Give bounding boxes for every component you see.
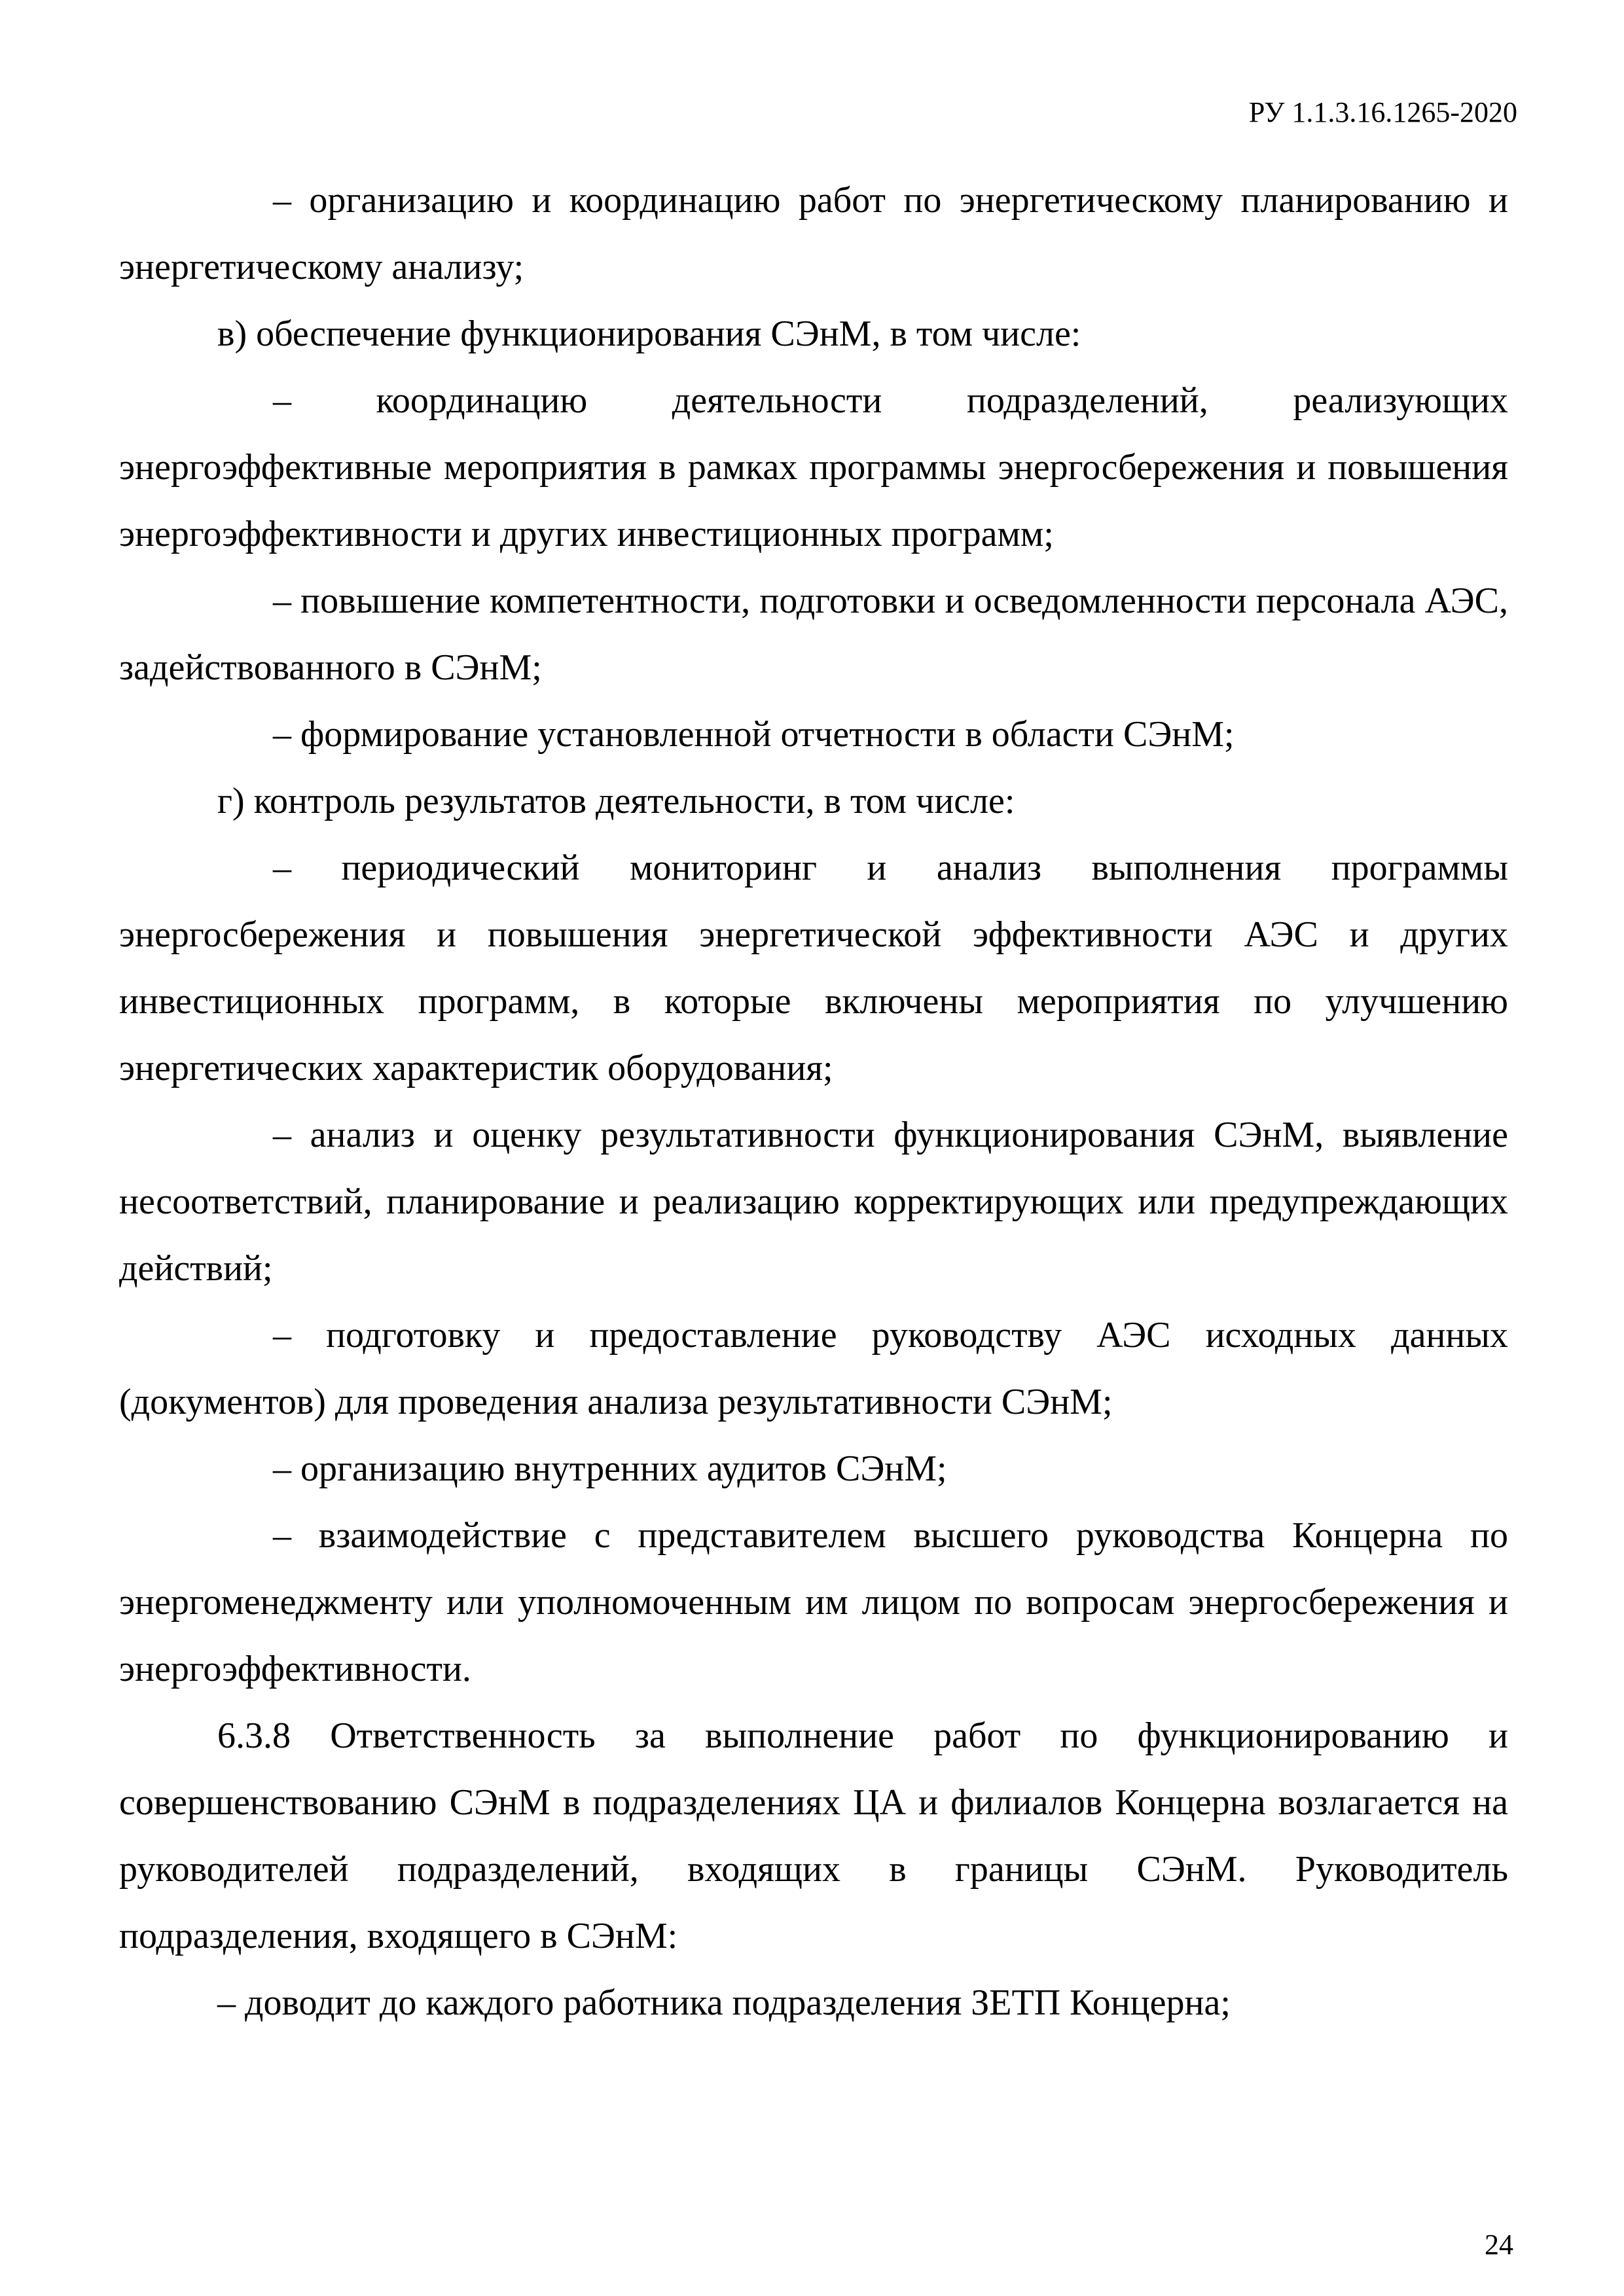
list-item-v: в) обеспечение функционирования СЭнМ, в том числе: (217, 314, 1081, 354)
paragraph: – подготовку и предоставление руководству АЭС исходных данных (документов) для проведения анализа результативности СЭнМ; (119, 1315, 1508, 1422)
paragraph: – доводит до каждого работника подразделения ЗЕТП Концерна; (217, 1982, 1231, 2023)
paragraph: – координацию деятельности подразделений, реализующих энергоэффективные мероприятия в рамках программы энергосбережения и повышения энергоэффективности и других инвестиционных программ; (119, 380, 1508, 554)
list-item-g: г) контроль результатов деятельности, в том числе: (217, 781, 1015, 821)
paragraph: – организацию внутренних аудитов СЭнМ; (273, 1448, 947, 1489)
paragraph: – анализ и оценку результативности функционирования СЭнМ, выявление несоответствий, планирование и реализацию корректирующих или предупреждающих действий; (119, 1115, 1508, 1289)
paragraph: – взаимодействие с представителем высшего руководства Концерна по энергоменеджменту или уполномоченным им лицом по вопросам энергосбережения и энергоэффективности. (119, 1515, 1508, 1689)
document-body (119, 167, 1508, 2036)
paragraph: – повышение компетентности, подготовки и осведомленности персонала АЭС, задействованного в СЭнМ; (119, 581, 1508, 688)
page-number: 24 (1485, 2229, 1513, 2261)
document-code: РУ 1.1.3.16.1265-2020 (1248, 96, 1517, 128)
paragraph: – организацию и координацию работ по энергетическому планированию и энергетическому анализу; (119, 180, 1508, 287)
paragraph: – формирование установленной отчетности в области СЭнМ; (273, 714, 1235, 755)
paragraph: – периодический мониторинг и анализ выполнения программы энергосбережения и повышения энергетической эффективности АЭС и других инвестиционных программ, в которые включены мероприятия по улучшению энергетических характеристик оборудования; (119, 848, 1508, 1088)
section-6-3-8: 6.3.8 Ответственность за выполнение работ по функционированию и совершенствованию СЭнМ в подразделениях ЦА и филиалов Концерна возлагается на руководителей подразделений, входящих в границы СЭнМ. Руководитель подразделения, входящего в СЭнМ: (119, 1715, 1508, 1956)
